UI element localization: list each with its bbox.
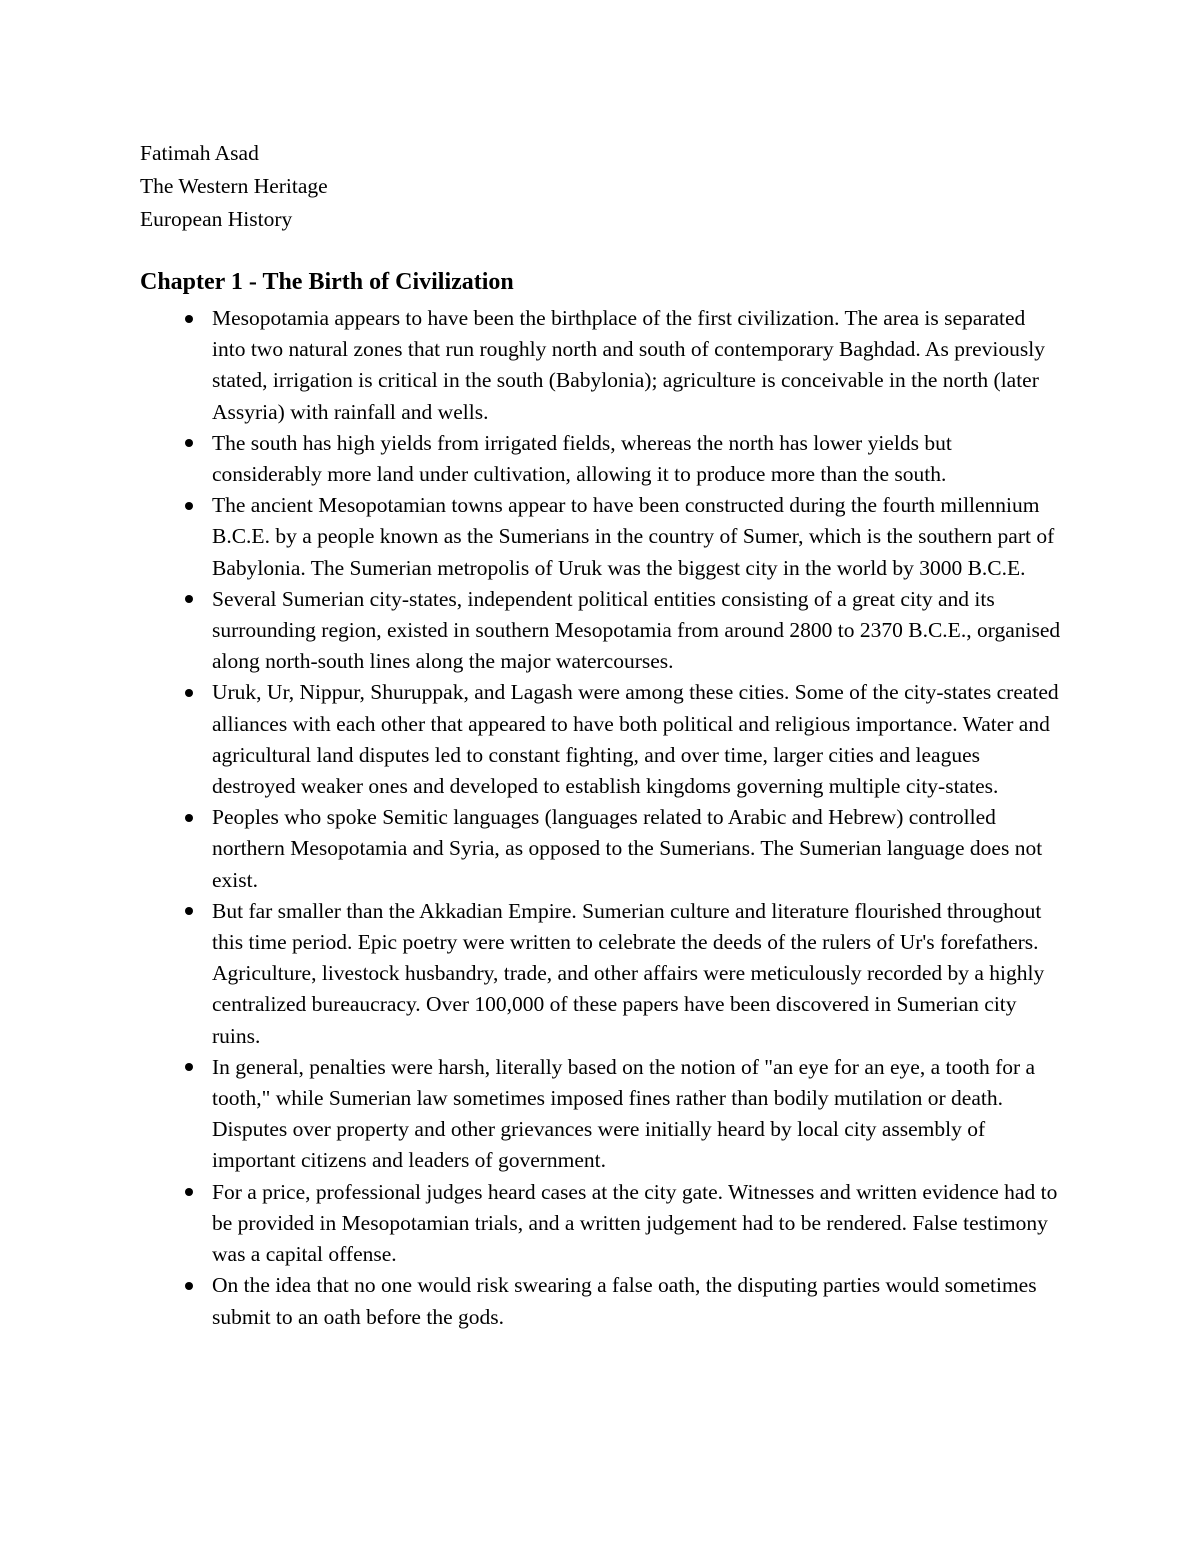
bullet-item: Several Sumerian city-states, independent political entities consisting of a great city and its surrounding region, existed in southern Mesopotamia from around 2800 to 2370 B.C.E., organised along north-south lines along the major watercourses. — [212, 584, 1062, 678]
notes-list — [140, 303, 1062, 1333]
bullet-item: In general, penalties were harsh, literally based on the notion of "an eye for an eye, a tooth for a tooth," while Sumerian law sometimes imposed fines rather than bodily mutilation or death. Disputes over property and other grievances were initially heard by local city assembly of important citizens and leaders of government. — [212, 1052, 1062, 1177]
chapter-title: Chapter 1 - The Birth of Civilization — [140, 269, 514, 295]
bullet-item: The ancient Mesopotamian towns appear to have been constructed during the fourth millennium B.C.E. by a people known as the Sumerians in the country of Sumer, which is the southern part of Babylonia. The Sumerian metropolis of Uruk was the biggest city in the world by 3000 B.C.E. — [212, 490, 1062, 584]
bullet-item: On the idea that no one would risk swearing a false oath, the disputing parties would sometimes submit to an oath before the gods. — [212, 1270, 1062, 1332]
bullet-item: For a price, professional judges heard cases at the city gate. Witnesses and written evidence had to be provided in Mesopotamian trials, and a written judgement had to be rendered. False testimony was a capital offense. — [212, 1177, 1062, 1271]
author-name: Fatimah Asad — [140, 141, 259, 165]
course-name: European History — [140, 207, 293, 231]
book-title: The Western Heritage — [140, 174, 328, 198]
bullet-item: Mesopotamia appears to have been the birthplace of the first civilization. The area is separated into two natural zones that run roughly north and south of contemporary Baghdad. As previously stated, irrigation is critical in the south (Babylonia); agriculture is conceivable in the north (later Assyria) with rainfall and wells. — [212, 303, 1062, 428]
bullet-item: Uruk, Ur, Nippur, Shuruppak, and Lagash were among these cities. Some of the city-states created alliances with each other that appeared to have both political and religious importance. Water and agricultural land disputes led to constant fighting, and over time, larger cities and leagues destroyed weaker ones and developed to establish kingdoms governing multiple city-states. — [212, 677, 1062, 802]
bullet-item: The south has high yields from irrigated fields, whereas the north has lower yields but considerably more land under cultivation, allowing it to produce more than the south. — [212, 428, 1062, 490]
document-header — [140, 137, 1062, 236]
bullet-item: Peoples who spoke Semitic languages (languages related to Arabic and Hebrew) controlled northern Mesopotamia and Syria, as opposed to the Sumerians. The Sumerian language does not exist. — [212, 802, 1062, 896]
bullet-item: But far smaller than the Akkadian Empire. Sumerian culture and literature flourished throughout this time period. Epic poetry were written to celebrate the deeds of the rulers of Ur's forefathers. Agriculture, livestock husbandry, trade, and other affairs were meticulously recorded by a highly centralized bureaucracy. Over 100,000 of these papers have been discovered in Sumerian city ruins. — [212, 896, 1062, 1052]
